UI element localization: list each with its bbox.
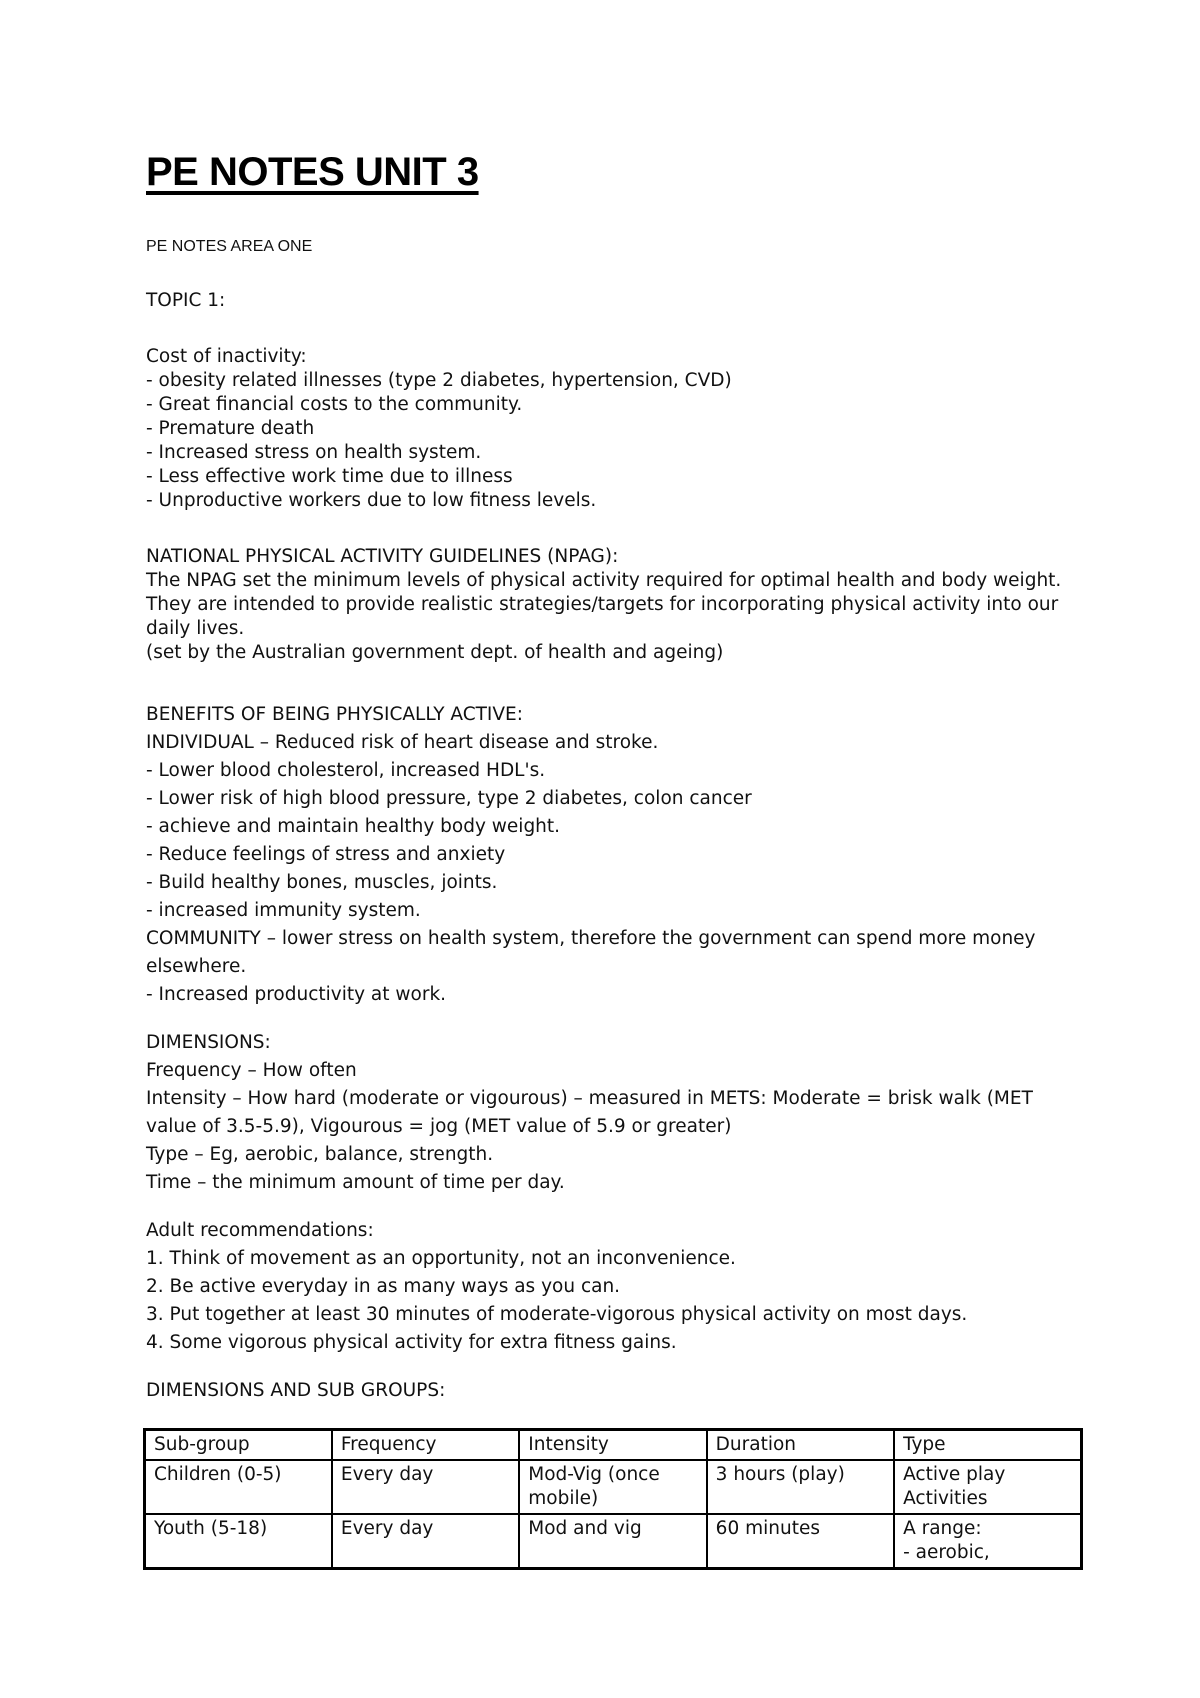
cost-item: - obesity related illnesses (type 2 diabetes, hypertension, CVD) — [146, 370, 732, 391]
table-cell: Mod-Vig (once mobile) — [519, 1460, 706, 1514]
dimensions-line: Frequency – How often — [146, 1060, 357, 1081]
area-heading: PE NOTES AREA ONE — [146, 238, 313, 255]
cost-item: - Increased stress on health system. — [146, 442, 482, 463]
adult-item: 2. Be active everyday in as many ways as you can. — [146, 1276, 621, 1297]
benefits-line: - achieve and maintain healthy body weight. — [146, 816, 561, 837]
adult-item: 3. Put together at least 30 minutes of moderate-vigorous physical activity on most days. — [146, 1304, 968, 1325]
table-header-row — [145, 1430, 1082, 1461]
benefits-line: - Increased productivity at work. — [146, 984, 447, 1005]
table-cell: Every day — [332, 1460, 519, 1514]
benefits-line: - Lower risk of high blood pressure, type 2 diabetes, colon cancer — [146, 788, 752, 809]
column-header: Intensity — [519, 1430, 706, 1461]
benefits-line: - Build healthy bones, muscles, joints. — [146, 872, 498, 893]
table-cell: 60 minutes — [707, 1514, 894, 1569]
cost-heading: Cost of inactivity: — [146, 346, 307, 367]
dimensions-line: Type – Eg, aerobic, balance, strength. — [146, 1144, 494, 1165]
dimensions-heading: DIMENSIONS: — [146, 1032, 271, 1053]
table-row — [145, 1514, 1082, 1569]
npag-heading: NATIONAL PHYSICAL ACTIVITY GUIDELINES (NPAG): — [146, 546, 619, 567]
benefits-line: - Lower blood cholesterol, increased HDL's. — [146, 760, 546, 781]
cost-item: - Premature death — [146, 418, 315, 439]
benefits-line: COMMUNITY – lower stress on health system, therefore the government can spend more money — [146, 928, 1036, 949]
adult-heading: Adult recommendations: — [146, 1220, 374, 1241]
table-cell: Every day — [332, 1514, 519, 1569]
benefits-line: INDIVIDUAL – Reduced risk of heart disease and stroke. — [146, 732, 659, 753]
column-header: Sub-group — [145, 1430, 332, 1461]
cost-item: - Great financial costs to the community. — [146, 394, 523, 415]
npag-line: They are intended to provide realistic strategies/targets for incorporating physical activity into our — [146, 594, 1059, 615]
benefits-line: elsewhere. — [146, 956, 247, 977]
table-cell: 3 hours (play) — [707, 1460, 894, 1514]
dimensions-line: Time – the minimum amount of time per day. — [146, 1172, 565, 1193]
column-header: Type — [894, 1430, 1081, 1461]
benefits-line: - increased immunity system. — [146, 900, 421, 921]
dimensions-line: Intensity – How hard (moderate or vigourous) – measured in METS: Moderate = brisk walk (MET — [146, 1088, 1033, 1109]
column-header: Duration — [707, 1430, 894, 1461]
table-row — [145, 1460, 1082, 1514]
npag-line: (set by the Australian government dept. of health and ageing) — [146, 642, 724, 663]
page-title: PE NOTES UNIT 3 — [146, 150, 479, 194]
benefits-line: - Reduce feelings of stress and anxiety — [146, 844, 506, 865]
table-cell: Youth (5-18) — [145, 1514, 332, 1569]
subgroups-heading: DIMENSIONS AND SUB GROUPS: — [146, 1380, 446, 1401]
table-cell: Active play Activities — [894, 1460, 1081, 1514]
table-cell: Mod and vig — [519, 1514, 706, 1569]
adult-item: 1. Think of movement as an opportunity, not an inconvenience. — [146, 1248, 736, 1269]
adult-item: 4. Some vigorous physical activity for extra fitness gains. — [146, 1332, 677, 1353]
npag-line: The NPAG set the minimum levels of physical activity required for optimal health and body weight. — [146, 570, 1062, 591]
table-cell: A range: - aerobic, — [894, 1514, 1081, 1569]
subgroups-table — [143, 1428, 1083, 1570]
column-header: Frequency — [332, 1430, 519, 1461]
topic-heading: TOPIC 1: — [146, 290, 226, 311]
npag-line: daily lives. — [146, 618, 245, 639]
table-cell: Children (0-5) — [145, 1460, 332, 1514]
dimensions-line: value of 3.5-5.9), Vigourous = jog (MET value of 5.9 or greater) — [146, 1116, 732, 1137]
cost-item: - Unproductive workers due to low fitness levels. — [146, 490, 597, 511]
benefits-heading: BENEFITS OF BEING PHYSICALLY ACTIVE: — [146, 704, 523, 725]
cost-item: - Less effective work time due to illness — [146, 466, 513, 487]
